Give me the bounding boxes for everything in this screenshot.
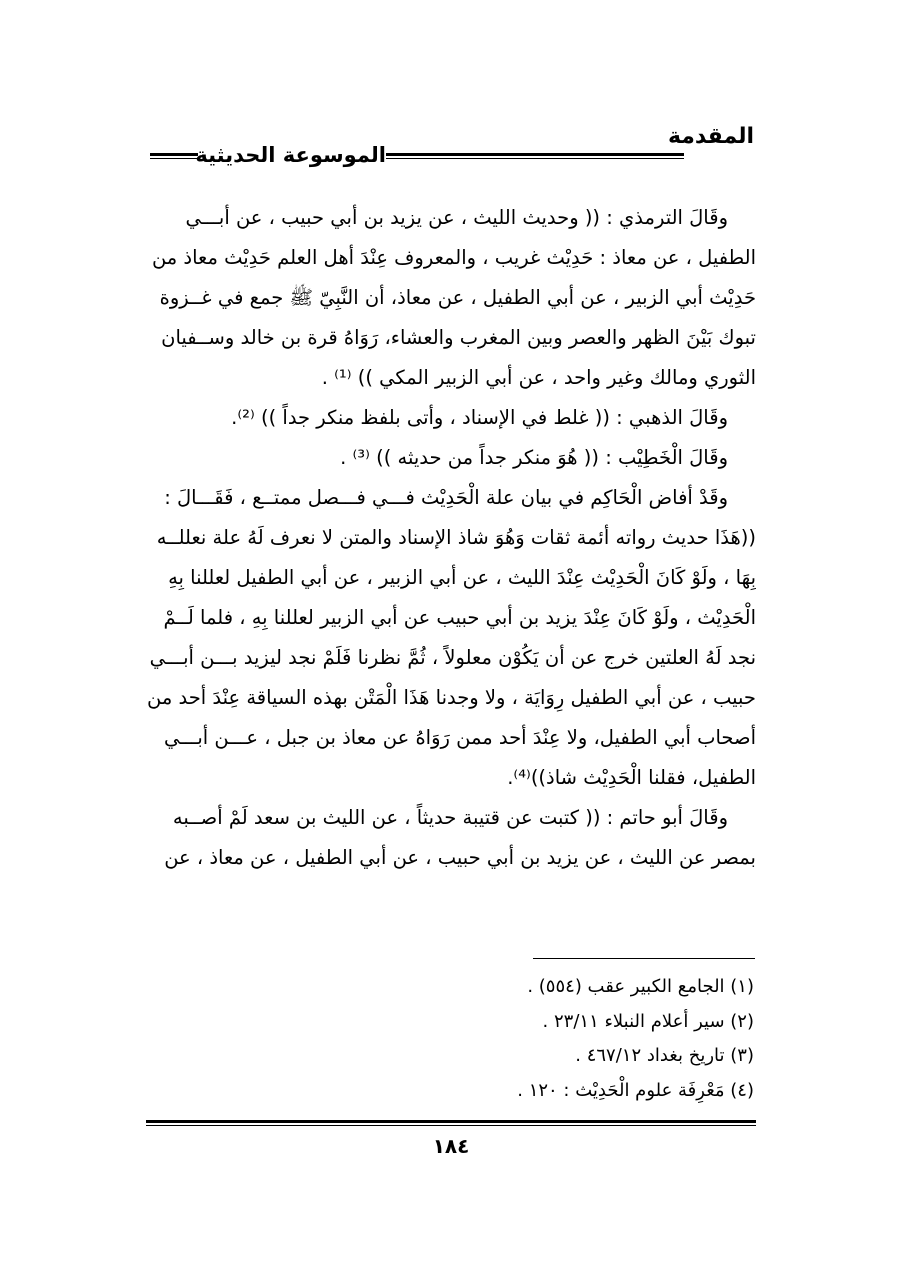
footer-rule bbox=[146, 1120, 756, 1126]
footnote-3: (٣) تاريخ بغداد ٤٦٧/١٢ . bbox=[575, 1045, 754, 1066]
text-line: أصحاب أبي الطفيل، ولا عِنْدَ أحد ممن رَوَاهُ عن معاذ بن جبل ، عـــن أبـــي bbox=[163, 726, 756, 749]
text-line: الثوري ومالك وغير واحد ، عن أبي الزبير المكي )) ⁽¹⁾ . bbox=[321, 366, 756, 389]
page-number: ١٨٤ bbox=[432, 1134, 470, 1158]
book-title: الموسوعة الحديثية bbox=[195, 143, 386, 167]
header-rule-long bbox=[386, 153, 684, 159]
text-line: وقَالَ الترمذي : (( وحديث الليث ، عن يزيد بن أبي حبيب ، عن أبـــي bbox=[185, 206, 728, 229]
footnote-2: (٢) سير أعلام النبلاء ٢٣/١١ . bbox=[542, 1010, 754, 1032]
text-line: وقَالَ الذهبي : (( غلط في الإسناد ، وأتى بلفظ منكر جداً )) ⁽²⁾. bbox=[231, 406, 728, 429]
text-line: بمصر عن الليث ، عن يزيد بن أبي حبيب ، عن أبي الطفيل ، عن معاذ ، عن bbox=[164, 846, 756, 869]
text-line: بِهَا ، ولَوْ كَانَ الْحَدِيْث عِنْدَ الليث ، عن أبي الزبير ، عن أبي الطفيل لعللنا بِهِ bbox=[168, 566, 756, 589]
text-line: حَدِيْث أبي الزبير ، عن أبي الطفيل ، عن معاذ، أن النَّبِيّ ﷺ جمع في غــزوة bbox=[159, 286, 756, 309]
text-line: الطفيل، فقلنا الْحَدِيْث شاذ))⁽⁴⁾. bbox=[507, 766, 756, 789]
text-line: الطفيل ، عن معاذ : حَدِيْث غريب ، والمعروف عِنْدَ أهل العلم حَدِيْث معاذ من bbox=[151, 246, 756, 269]
text-line: ((هَذَا حديث رواته أئمة ثقات وَهُوَ شاذ الإسناد والمتن لا نعرف لَهُ علة نعللــه bbox=[156, 526, 756, 549]
chapter-title: المقدمة bbox=[667, 124, 754, 149]
body-text bbox=[146, 198, 756, 878]
text-line: الْحَدِيْث ، ولَوْ كَانَ عِنْدَ يزيد بن أبي حبيب عن أبي الزبير لعللنا بِهِ ، فلما لَــمْ bbox=[163, 606, 756, 629]
text-line: وقَالَ أبو حاتم : (( كتبت عن قتيبة حديثاً ، عن الليث بن سعد لَمْ أصــبه bbox=[172, 806, 728, 829]
text-line: وقَالَ الْخَطِيْب : (( هُوَ منكر جداً من حديثه )) ⁽³⁾ . bbox=[340, 446, 728, 469]
footnotes bbox=[254, 970, 754, 1108]
footnote-4: (٤) مَعْرِفَة علوم الْحَدِيْث : ١٢٠ . bbox=[517, 1079, 754, 1101]
footnote-1: (١) الجامع الكبير عقب (٥٥٤) . bbox=[527, 976, 754, 997]
text-line: حبيب ، عن أبي الطفيل رِوَايَة ، ولا وجدنا هَذَا الْمَتْن بهذه السياقة عِنْدَ أحد من bbox=[146, 686, 756, 709]
text-line: وقَدْ أفاض الْحَاكِم في بيان علة الْحَدِيْث فـــي فـــصل ممتــع ، فَقَـــالَ : bbox=[164, 486, 728, 509]
footnote-separator bbox=[533, 958, 755, 959]
text-line: تبوك بَيْنَ الظهر والعصر وبين المغرب والعشاء، رَوَاهُ قرة بن خالد وســفيان bbox=[161, 326, 756, 349]
text-line: نجد لَهُ العلتين خرج عن أن يَكُوْن معلولاً ، ثُمَّ نظرنا فَلَمْ نجد ليزيد بـــن أبـــي bbox=[149, 646, 756, 669]
header-rule-short bbox=[150, 153, 198, 159]
